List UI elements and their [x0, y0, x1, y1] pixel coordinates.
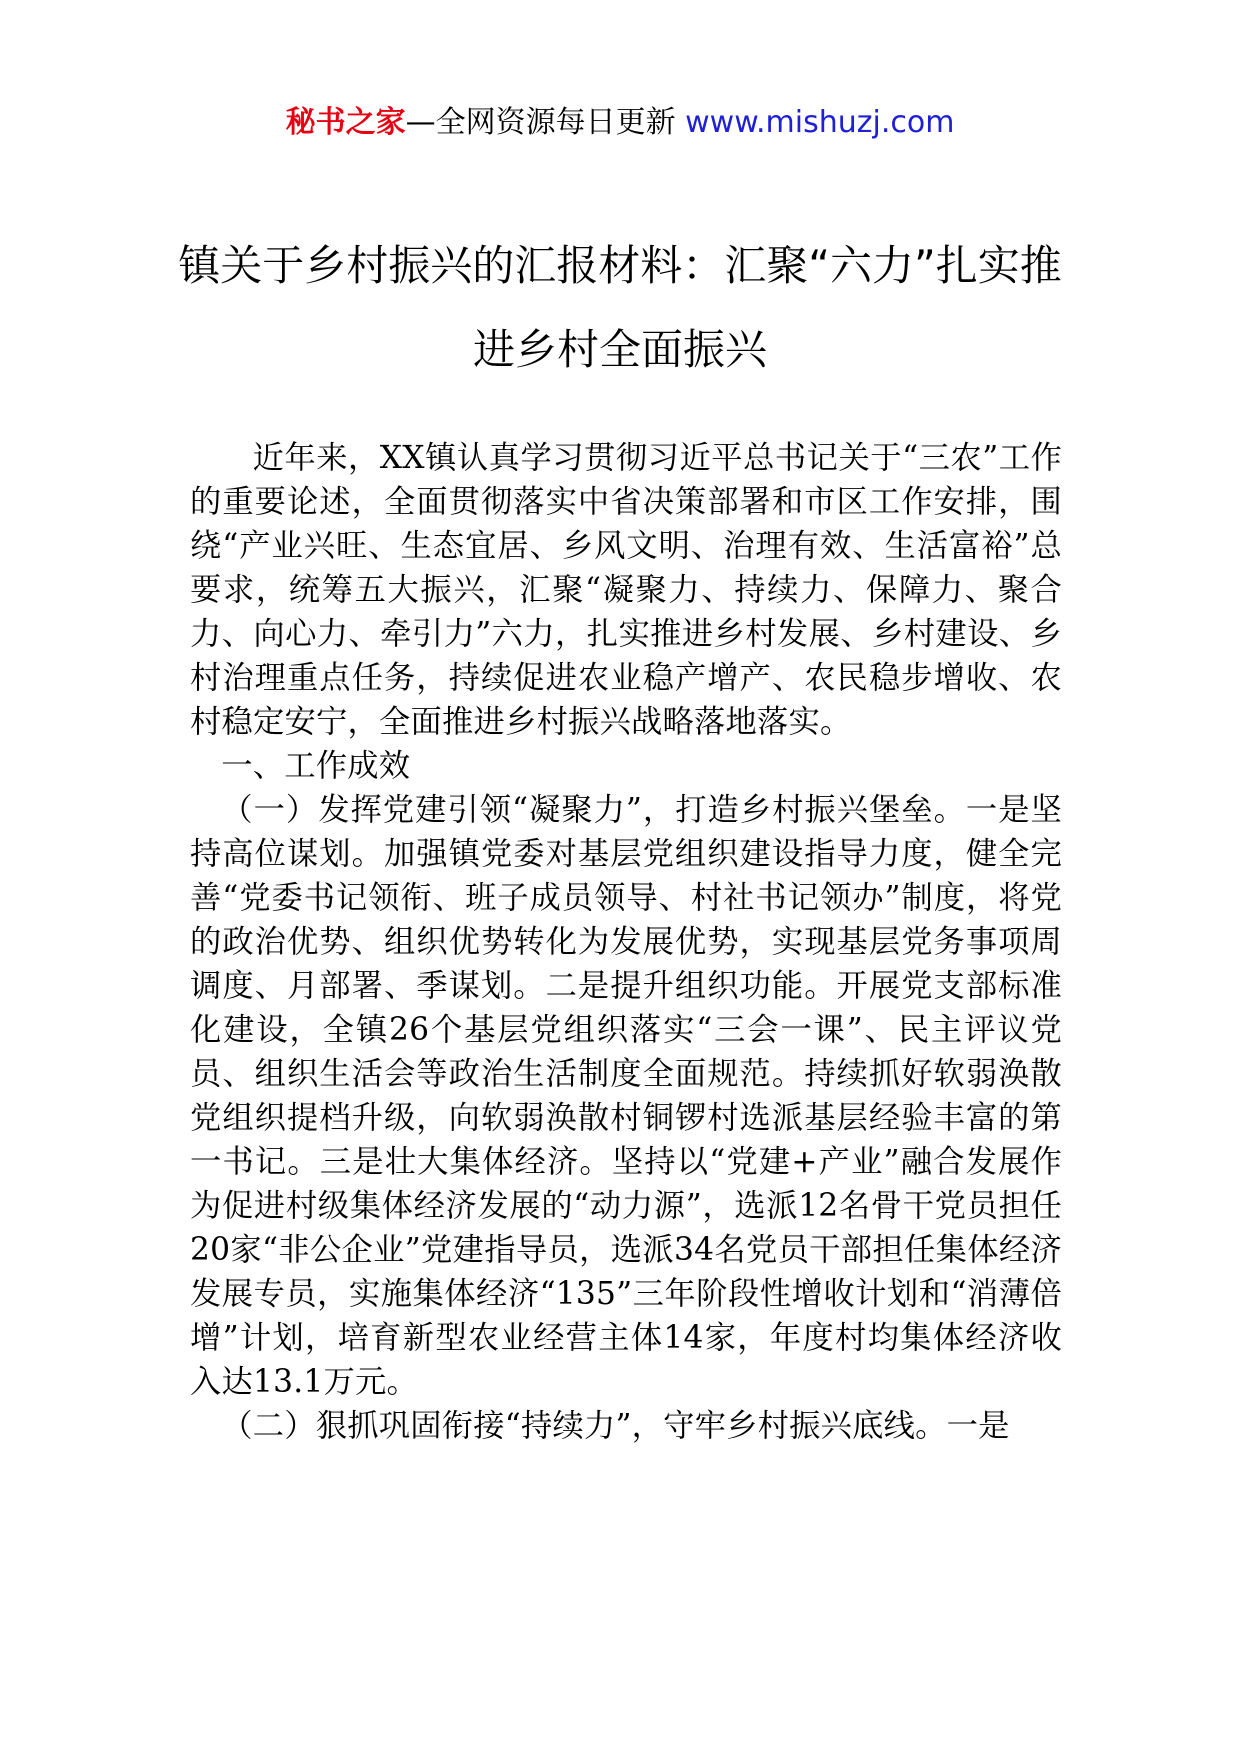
- site-slogan: —全网资源每日更新: [405, 105, 676, 140]
- intro-paragraph: 近年来，XX镇认真学习贯彻习近平总书记关于“三农”工作的重要论述，全面贯彻落实中省决策部署和市区工作安排，围绕“产业兴旺、生态宜居、乡风文明、治理有效、生活富裕”总要求，统筹五大振兴，汇聚“凝聚力、持续力、保障力、聚合力、向心力、牵引力”六力，扎实推进乡村发展、乡村建设、乡村治理重点任务，持续促进农业稳产增产、农民稳步增收、农村稳定安宁，全面推进乡村振兴战略落地落实。: [190, 440, 1062, 740]
- document-title: 镇关于乡村振兴的汇报材料：汇聚“六力”扎实推进乡村全面振兴: [178, 241, 1062, 374]
- document-body: [190, 436, 1062, 1448]
- site-url-link[interactable]: www.mishuzj.com: [685, 105, 955, 140]
- section-heading: 一、工作成效: [221, 748, 411, 784]
- site-header: [0, 100, 1240, 146]
- body-paragraph: （一）发挥党建引领“凝聚力”，打造乡村振兴堡垒。一是坚持高位谋划。加强镇党委对基层党组织建设指导力度，健全完善“党委书记领衔、班子成员领导、村社书记领办”制度，将党的政治优势、组织优势转化为发展优势，实现基层党务事项周调度、月部署、季谋划。二是提升组织功能。开展党支部标准化建设，全镇26个基层党组织落实“三会一课”、民主评议党员、组织生活会等政治生活制度全面规范。持续抓好软弱涣散党组织提档升级，向软弱涣散村铜锣村选派基层经验丰富的第一书记。三是壮大集体经济。坚持以“党建+产业”融合发展作为促进村级集体经济发展的“动力源”，选派12名骨干党员担任20家“非公企业”党建指导员，选派34名党员干部担任集体经济发展专员，实施集体经济“135”三年阶段性增收计划和“消薄倍增”计划，培育新型农业经营主体14家，年度村均集体经济收入达13.1万元。: [190, 792, 1062, 1400]
- site-brand: 秘书之家: [285, 105, 406, 140]
- body-paragraph: （二）狠抓巩固衔接“持续力”，守牢乡村振兴底线。一是: [221, 1408, 1010, 1444]
